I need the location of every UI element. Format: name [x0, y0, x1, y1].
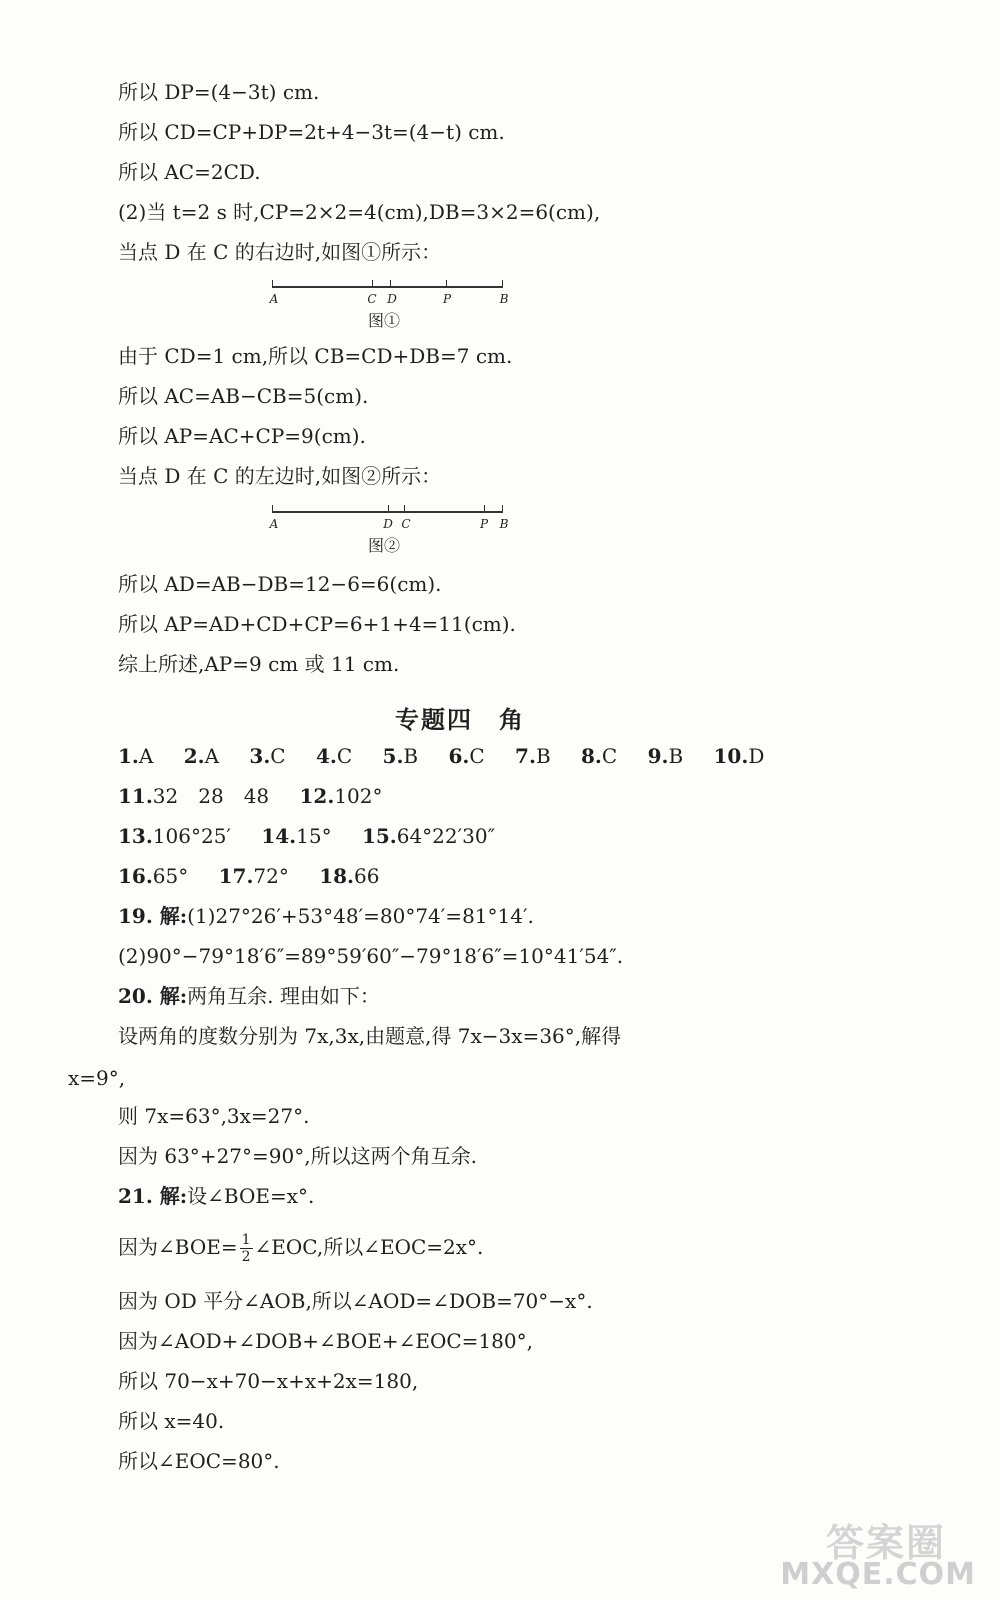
question-21-line-4: 因为∠AOD+∠DOB+∠BOE+∠EOC=180°,: [118, 1329, 533, 1353]
tick-p: [484, 505, 485, 513]
question-21-line-5: 所以 70−x+70−x+x+2x=180,: [118, 1369, 419, 1393]
question-21-line-7: 所以∠EOC=80°.: [118, 1449, 280, 1473]
solution-line: 所以 DP=(4−3t) cm.: [118, 80, 320, 104]
tick-d: [388, 505, 389, 513]
watermark-text: 答案圈: [825, 1521, 946, 1565]
tick-b: [502, 505, 503, 513]
solution-line: 综上所述,AP=9 cm 或 11 cm.: [118, 652, 400, 676]
figure-1-number-line: [269, 280, 522, 340]
answers-row-4: 16.65° 17.72° 18.66: [118, 864, 380, 888]
point-label: D: [387, 292, 397, 306]
tick-a: [272, 505, 273, 513]
solution-line: 所以 CD=CP+DP=2t+4−3t=(4−t) cm.: [118, 120, 505, 144]
section-title: 专题四 角: [395, 706, 525, 734]
solution-line: (2)当 t=2 s 时,CP=2×2=4(cm),DB=3×2=6(cm),: [118, 200, 601, 224]
question-21-line-1: 21. 解:设∠BOE=x°.: [118, 1184, 315, 1208]
point-label: A: [269, 292, 279, 306]
figure-caption: 图②: [367, 536, 400, 555]
solution-line: 所以 AC=2CD.: [118, 160, 261, 184]
question-20-line-4: 则 7x=63°,3x=27°.: [118, 1104, 310, 1128]
tick-c: [372, 280, 373, 288]
watermark-logo: [776, 1512, 976, 1592]
solution-line: 由于 CD=1 cm,所以 CB=CD+DB=7 cm.: [118, 344, 513, 368]
point-label: A: [269, 517, 279, 531]
solution-line: 所以 AP=AD+CD+CP=6+1+4=11(cm).: [118, 612, 516, 636]
point-label: C: [367, 292, 377, 306]
answers-row-1: 1.A 2.A 3.C 4.C 5.B 6.C 7.B 8.C 9.B 10.D: [118, 744, 765, 768]
question-20-line-2: 设两角的度数分别为 7x,3x,由题意,得 7x−3x=36°,解得: [118, 1024, 622, 1048]
solution-line: 所以 AP=AC+CP=9(cm).: [118, 424, 366, 448]
point-label: P: [479, 517, 489, 531]
question-21-line-2: 因为∠BOE= $\frac{1}{2}$ ∠EOC,所以∠EOC=2x°.: [118, 1232, 484, 1265]
tick-b: [502, 280, 503, 288]
question-20-line-5: 因为 63°+27°=90°,所以这两个角互余.: [118, 1144, 477, 1168]
figure-caption: 图①: [367, 311, 400, 330]
solution-line: 所以 AC=AB−CB=5(cm).: [118, 384, 369, 408]
question-19-line-2: (2)90°−79°18′6″=89°59′60″−79°18′6″=10°41′54″.: [118, 944, 624, 968]
segment-ab: [272, 286, 502, 288]
tick-a: [272, 280, 273, 288]
fraction-one-half: $\frac{1}{2}$: [241, 1232, 251, 1265]
point-label: P: [442, 292, 452, 306]
watermark-url: MXQE.COM: [780, 1557, 976, 1592]
point-label: D: [383, 517, 393, 531]
solution-line: 所以 AD=AB−DB=12−6=6(cm).: [118, 572, 442, 596]
question-21-line-6: 所以 x=40.: [118, 1409, 225, 1433]
answers-row-2: 11.32 28 48 12.102°: [118, 784, 383, 808]
point-label: C: [401, 517, 411, 531]
point-label: B: [499, 292, 509, 306]
tick-d: [390, 280, 391, 288]
point-label: B: [499, 517, 509, 531]
tick-c: [404, 505, 405, 513]
question-20-line-1: 20. 解:两角互余. 理由如下：: [118, 984, 380, 1008]
answers-row-3: 13.106°25′ 14.15° 15.64°22′30″: [118, 824, 496, 848]
question-21-line-3: 因为 OD 平分∠AOB,所以∠AOD=∠DOB=70°−x°.: [118, 1289, 593, 1313]
solution-line: 当点 D 在 C 的左边时,如图②所示：: [118, 464, 442, 488]
question-20-line-3: x=9°,: [68, 1066, 126, 1090]
question-19-line-1: 19. 解:(1)27°26′+53°48′=80°74′=81°14′.: [118, 904, 534, 928]
tick-p: [446, 280, 447, 288]
solution-line: 当点 D 在 C 的右边时,如图①所示：: [118, 240, 442, 264]
figure-2-number-line: [269, 505, 522, 565]
segment-ab: [272, 511, 502, 513]
